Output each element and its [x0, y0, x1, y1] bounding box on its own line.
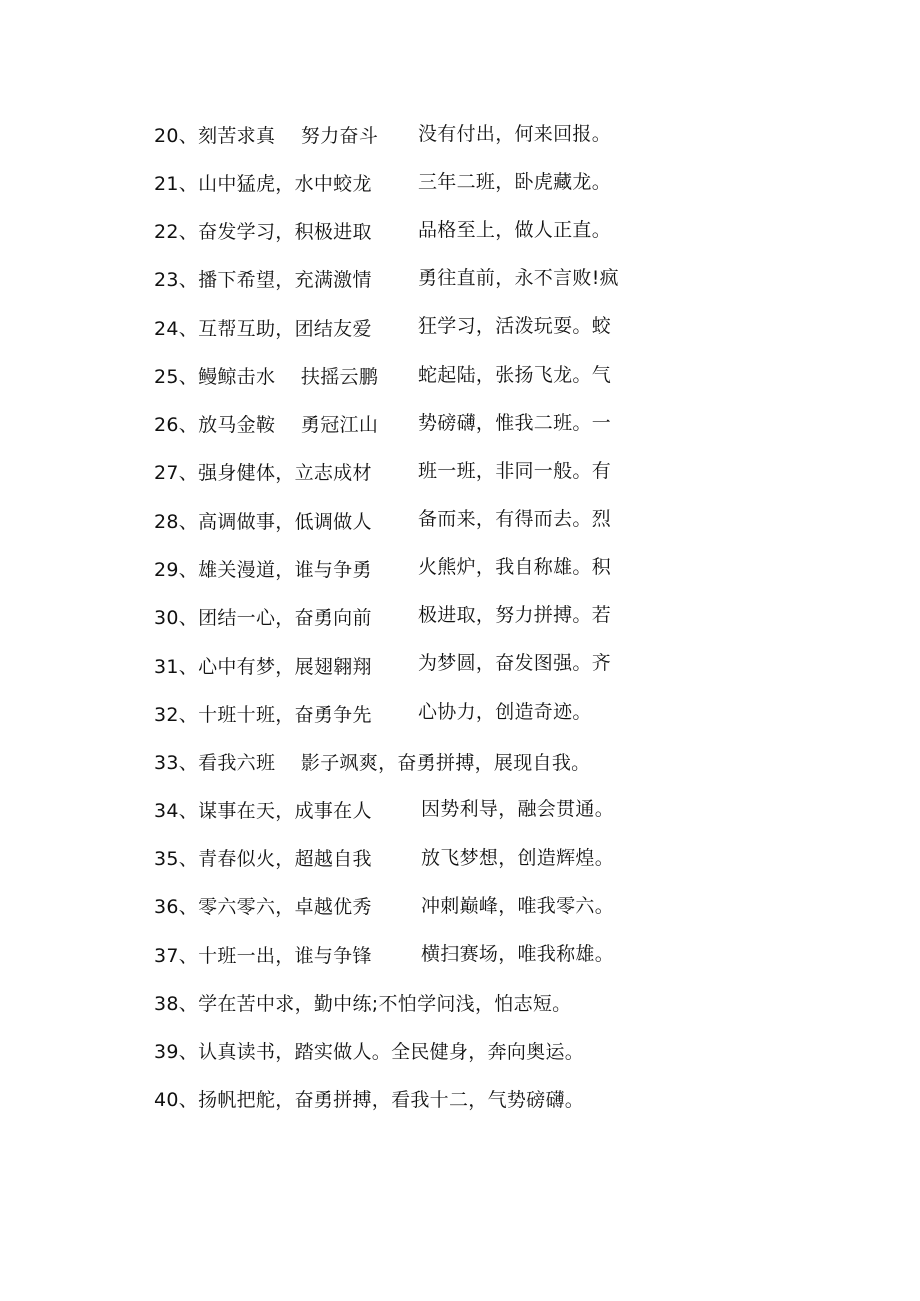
- slogan-34: 34、谋事在天，成事在人: [154, 800, 372, 822]
- slogan-33: 33、看我六班 影子飒爽，奋勇拼搏，展现自我。: [154, 752, 591, 774]
- right-text-line: 心协力，创造奇迹。: [418, 701, 592, 723]
- slogan-29: 29、雄关漫道，谁与争勇: [154, 559, 372, 581]
- slogan-20: 20、刻苦求真 努力奋斗: [154, 125, 379, 147]
- right-text-line: 备而来，有得而去。烈: [418, 508, 612, 530]
- right-text-line: 勇往直前，永不言败!疯: [418, 267, 619, 289]
- right-text-line: 三年二班，卧虎藏龙。: [418, 171, 612, 193]
- slogan-30: 30、团结一心，奋勇向前: [154, 607, 372, 629]
- slogan-38: 38、学在苦中求，勤中练;不怕学问浅，怕志短。: [154, 993, 572, 1015]
- right-text-line: 火熊炉，我自称雄。积: [418, 556, 612, 578]
- slogan-32: 32、十班十班，奋勇争先: [154, 704, 372, 726]
- slogan-26: 26、放马金鞍 勇冠江山: [154, 414, 379, 436]
- right-text-line: 狂学习，活泼玩耍。蛟: [418, 315, 612, 337]
- slogan-37: 37、十班一出，谁与争锋: [154, 945, 372, 967]
- right-text-line: 班一班，非同一般。有: [418, 460, 612, 482]
- right-text-line: 势磅礴，惟我二班。一: [418, 412, 612, 434]
- right-text-line: 品格至上，做人正直。: [418, 219, 612, 241]
- slogan-24: 24、互帮互助，团结友爱: [154, 318, 372, 340]
- right-text-line: 放飞梦想，创造辉煌。: [421, 847, 615, 869]
- slogan-27: 27、强身健体，立志成材: [154, 462, 372, 484]
- right-text-line: 为梦圆，奋发图强。齐: [418, 652, 612, 674]
- slogan-28: 28、高调做事，低调做人: [154, 511, 372, 533]
- slogan-31: 31、心中有梦，展翅翱翔: [154, 656, 372, 678]
- slogan-40: 40、扬帆把舵，奋勇拼搏，看我十二，气势磅礴。: [154, 1089, 585, 1111]
- right-text-line: 因势利导，融会贯通。: [421, 798, 615, 820]
- slogan-21: 21、山中猛虎，水中蛟龙: [154, 173, 372, 195]
- right-text-line: 蛇起陆，张扬飞龙。气: [418, 364, 612, 386]
- right-text-line: 冲刺巅峰，唯我零六。: [421, 895, 615, 917]
- slogan-23: 23、播下希望，充满激情: [154, 269, 372, 291]
- slogan-36: 36、零六零六，卓越优秀: [154, 896, 372, 918]
- right-text-line: 极进取，努力拼搏。若: [418, 604, 612, 626]
- right-text-line: 横扫赛场，唯我称雄。: [421, 943, 615, 965]
- right-text-line: 没有付出，何来回报。: [418, 123, 612, 145]
- slogan-35: 35、青春似火，超越自我: [154, 848, 372, 870]
- slogan-22: 22、奋发学习，积极进取: [154, 221, 372, 243]
- slogan-25: 25、鳗鲸击水 扶摇云鹏: [154, 366, 379, 388]
- slogan-39: 39、认真读书，踏实做人。全民健身，奔向奥运。: [154, 1041, 585, 1063]
